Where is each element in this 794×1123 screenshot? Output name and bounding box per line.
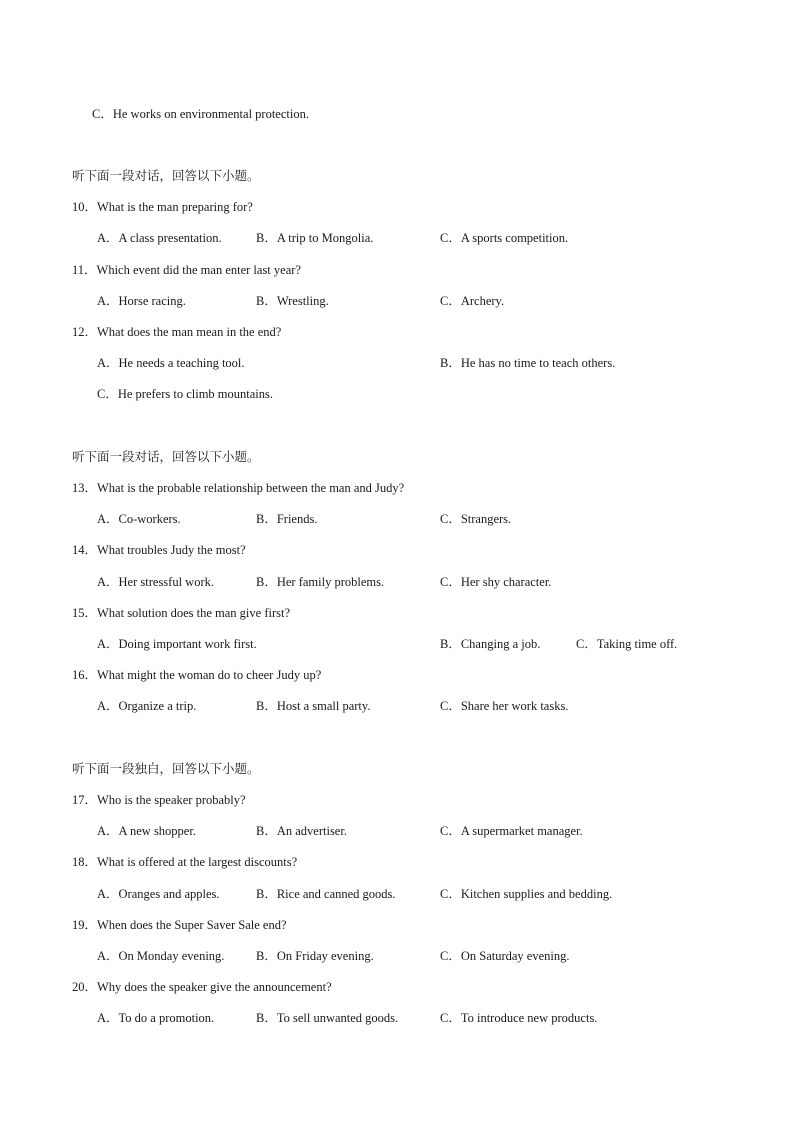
option-c: C．Kitchen supplies and bedding.: [440, 887, 613, 901]
question-stem: 20．Why does the speaker give the announcement?: [72, 980, 332, 994]
question-stem: 12．What does the man mean in the end?: [72, 325, 282, 339]
option-a: A．He needs a teaching tool.: [97, 356, 245, 370]
question-stem: 13．What is the probable relationship between the man and Judy?: [72, 481, 405, 495]
question-stem: 18．What is offered at the largest discounts?: [72, 855, 298, 869]
option-b: B．Host a small party.: [256, 699, 371, 713]
question-stem: 11．Which event did the man enter last year?: [72, 263, 301, 277]
option-c: C．Archery.: [440, 294, 505, 308]
section-instruction: 听下面一段对话，回答以下小题。: [72, 449, 260, 464]
option-c: C．A sports competition.: [440, 231, 569, 245]
option-a: A．A class presentation.: [97, 231, 222, 245]
option-a: A．Oranges and apples.: [97, 887, 220, 901]
option-a: A．To do a promotion.: [97, 1011, 215, 1025]
question-stem: 16．What might the woman do to cheer Judy up?: [72, 668, 322, 682]
option-c: C．Share her work tasks.: [440, 699, 569, 713]
option-b: B．On Friday evening.: [256, 949, 374, 963]
option-c: C．On Saturday evening.: [440, 949, 570, 963]
question-stem: 19．When does the Super Saver Sale end?: [72, 918, 287, 932]
option-b: B．Rice and canned goods.: [256, 887, 396, 901]
option-c: C．Her shy character.: [440, 575, 552, 589]
option-a: A．Organize a trip.: [97, 699, 197, 713]
option-c: C．A supermarket manager.: [440, 824, 583, 838]
option-c: C．To introduce new products.: [440, 1011, 598, 1025]
question-stem: 10．What is the man preparing for?: [72, 200, 253, 214]
section-instruction: 听下面一段对话，回答以下小题。: [72, 168, 260, 183]
option-b: B．He has no time to teach others.: [440, 356, 616, 370]
option-c: C．He prefers to climb mountains.: [97, 387, 274, 401]
option-c: C．He works on environmental protection.: [92, 107, 309, 121]
option-b: B．To sell unwanted goods.: [256, 1011, 399, 1025]
option-a: A．Horse racing.: [97, 294, 186, 308]
option-b: B．Friends.: [256, 512, 318, 526]
option-b: B．A trip to Mongolia.: [256, 231, 374, 245]
option-a: A．On Monday evening.: [97, 949, 225, 963]
option-a: A．Doing important work first.: [97, 637, 257, 651]
option-b: B．Changing a job.: [440, 637, 541, 651]
option-b: B．Wrestling.: [256, 294, 329, 308]
question-stem: 17．Who is the speaker probably?: [72, 793, 246, 807]
option-a: A．Her stressful work.: [97, 575, 214, 589]
section-instruction: 听下面一段独白，回答以下小题。: [72, 761, 260, 776]
question-stem: 14．What troubles Judy the most?: [72, 543, 246, 557]
option-b: B．An advertiser.: [256, 824, 347, 838]
option-c: C．Taking time off.: [576, 637, 678, 651]
option-b: B．Her family problems.: [256, 575, 385, 589]
option-a: A．A new shopper.: [97, 824, 196, 838]
option-c: C．Strangers.: [440, 512, 512, 526]
question-stem: 15．What solution does the man give first?: [72, 606, 291, 620]
option-a: A．Co-workers.: [97, 512, 181, 526]
